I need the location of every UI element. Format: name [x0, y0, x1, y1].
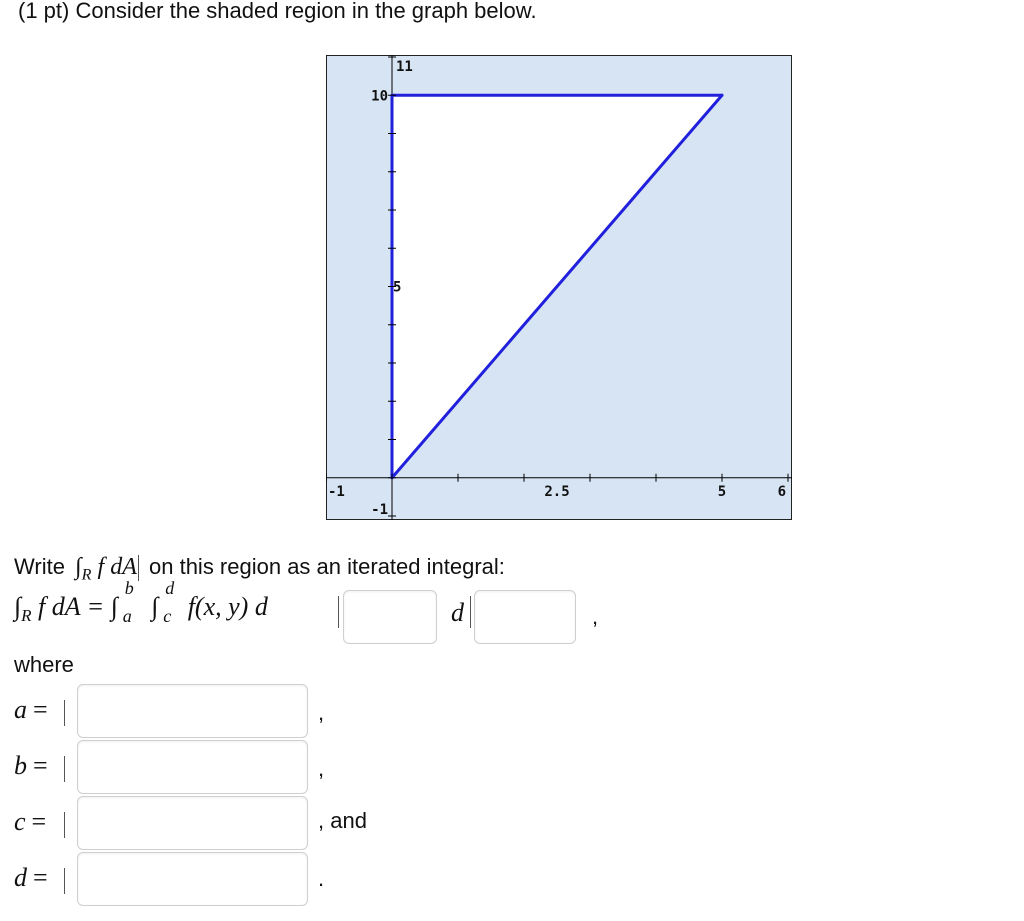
- x-tick-label: 2.5: [544, 483, 570, 500]
- outer-integral: [110, 578, 141, 626]
- inner-lower: c: [163, 606, 172, 626]
- bound-b-eq: =: [33, 751, 48, 780]
- bound-b-label: [14, 750, 48, 781]
- lhs-f-dA: f dA =: [38, 592, 105, 621]
- inner-upper: d: [165, 578, 175, 598]
- bound-a-suffix: ,: [318, 700, 325, 725]
- bound-c-cursor: [64, 812, 65, 838]
- bound-b-suffix: ,: [318, 756, 325, 781]
- outer-upper: b: [124, 578, 134, 598]
- text-cursor-2: [338, 596, 339, 628]
- x-tick-label: -1: [328, 483, 345, 500]
- y-tick-label: 11: [396, 59, 413, 75]
- statement-rest: on this region as an iterated integral:: [149, 554, 505, 579]
- statement-write: Write: [14, 554, 65, 579]
- x-tick-label: 5: [717, 483, 727, 500]
- second-differential-d: d: [451, 598, 464, 627]
- integrand: f(x, y) d: [187, 592, 268, 621]
- x-tick-label: 6: [777, 483, 786, 500]
- bound-c-label: [14, 806, 46, 837]
- bound-b-cursor: [64, 756, 65, 782]
- outer-lower: a: [122, 606, 132, 626]
- bound-c-input[interactable]: [77, 796, 308, 850]
- inner-integral: [151, 578, 181, 626]
- bound-a-cursor: [64, 700, 65, 726]
- problem-title: (1 pt) Consider the shaded region in the graph below.: [18, 0, 537, 23]
- bound-c-var: c: [14, 807, 26, 836]
- bound-d-eq: =: [33, 863, 48, 892]
- bound-a-var: a: [14, 695, 27, 724]
- inner-integral-sign: ∫: [151, 592, 159, 621]
- bound-d-label: [14, 862, 48, 893]
- bound-d-cursor: [64, 868, 65, 894]
- f-dA: f dA: [97, 554, 137, 580]
- y-tick-label: 5: [393, 279, 402, 296]
- integral-comma: ,: [592, 604, 599, 629]
- bound-d-var: d: [14, 863, 27, 892]
- integral-subscript: R: [81, 566, 92, 584]
- where-label: where: [14, 652, 74, 677]
- second-differential-input[interactable]: [474, 590, 576, 644]
- iterated-integral: [14, 578, 268, 632]
- outer-integral-sign: ∫: [110, 592, 118, 621]
- text-cursor-3: [470, 596, 471, 628]
- bound-a-input[interactable]: [77, 684, 308, 738]
- first-differential-input[interactable]: [343, 590, 437, 644]
- lhs-subscript: R: [21, 606, 32, 626]
- y-tick-label: 10: [371, 88, 388, 105]
- bound-b-var: b: [14, 751, 27, 780]
- text-cursor: [138, 555, 139, 581]
- integral-symbol: ∫: [75, 554, 82, 580]
- bound-c-eq: =: [31, 807, 47, 836]
- region-graph: [326, 55, 792, 520]
- y-tick-label: -1: [371, 502, 388, 518]
- bound-a-label: [14, 694, 48, 725]
- bound-c-suffix: , and: [318, 808, 367, 833]
- bound-a-eq: =: [33, 695, 48, 724]
- lhs-integral: ∫: [14, 592, 22, 621]
- statement-line: [14, 554, 505, 584]
- bound-b-input[interactable]: [77, 740, 308, 794]
- bound-d-input[interactable]: [77, 852, 308, 906]
- bound-d-suffix: .: [318, 866, 325, 891]
